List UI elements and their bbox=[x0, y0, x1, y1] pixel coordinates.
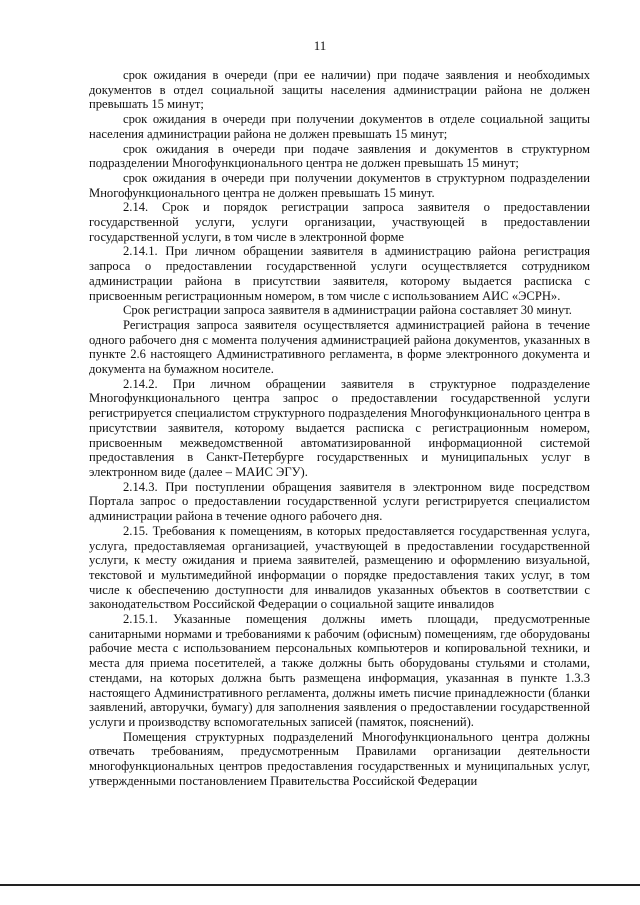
paragraph: 2.15.1. Указанные помещения должны иметь площади, предусмотренные санитарными нормами и требованиями к рабочим (офисным) помещениям, где оборудованы рабочие места с использованием персональных компьютеров и копировальной техники, и места для приема посетителей, а также должны быть оборудованы стульями и столами, стендами, на которых должна быть размещена информация, указанная в пункте 1.3.3 настоящего Административного регламента, должны иметь писчие принадлежности (бланки заявлений, авторучки, бумагу) для заполнения заявления о предоставлении государственной услуги и производству вспомогательных записей (памяток, пояснений). bbox=[89, 612, 590, 729]
paragraph: Срок регистрации запроса заявителя в администрации района составляет 30 минут. bbox=[123, 303, 572, 318]
paragraph: 2.14.2. При личном обращении заявителя в структурное подразделение Многофункционального центра запрос о предоставлении государственной услуги регистрируется специалистом структурного подразделения Многофункционального центра в присутствии заявителя, которому выдается расписка с регистрационным номером, присвоенным межведомственной автоматизированной информационной системой предоставления в Санкт-Петербурге государственных и муниципальных услуг в электронном виде (далее – МАИС ЭГУ). bbox=[89, 376, 590, 479]
document-body bbox=[89, 68, 590, 788]
paragraph: Регистрация запроса заявителя осуществляется администрацией района в течение одного рабочего дня с момента получения администрацией района документов, указанных в пункте 2.6 настоящего Административного регламента, в форме электронного документа и документа на бумажном носителе. bbox=[89, 317, 590, 377]
paragraph: Помещения структурных подразделений Многофункционального центра должны отвечать требованиям, предусмотренным Правилами организации деятельности многофункциональных центров предоставления государственных и муниципальных услуг, утвержденными постановлением Правительства Российской Федерации bbox=[89, 729, 590, 788]
page-number: 11 bbox=[313, 38, 327, 53]
section-heading-2-14: 2.14. Срок и порядок регистрации запроса заявителя о предоставлении государственной услуги, услуги организации, участвующей в предоставлении государственной услуги, в том числе в электронной форме bbox=[89, 200, 590, 244]
paragraph: 2.14.1. При личном обращении заявителя в администрацию района регистрация запроса о предоставлении государственной услуги осуществляется сотрудником администрации района в присутствии заявителя, которому выдается расписка с присвоенным регистрационным номером, в том числе с использованием АИС «ЭСРН». bbox=[89, 244, 590, 303]
section-heading-2-15: 2.15. Требования к помещениям, в которых предоставляется государственная услуга, услуга, предоставляемая организацией, участвующей в предоставлении государственной услуги, к месту ожидания и приема заявителей, размещению и оформлению визуальной, текстовой и мультимедийной информации о порядке предоставления таких услуг, в том числе к обеспечению доступности для инвалидов указанных объектов в соответствии с законодательством Российской Федерации о социальной защите инвалидов bbox=[89, 523, 590, 612]
paragraph: срок ожидания в очереди (при ее наличии) при подаче заявления и необходимых документов в отдел социальной защиты населения администрации района не должен превышать 15 минут; bbox=[89, 68, 590, 112]
paragraph: срок ожидания в очереди при подаче заявления и документов в структурном подразделении Многофункционального центра не должен превышать 15 минут; bbox=[89, 141, 590, 171]
bottom-scan-border bbox=[0, 884, 640, 886]
paragraph: 2.14.3. При поступлении обращения заявителя в электронном виде посредством Портала запрос о предоставлении государственной услуги регистрируется специалистом администрации района в течение одного рабочего дня. bbox=[89, 479, 590, 524]
paragraph: срок ожидания в очереди при получении документов в отделе социальной защиты населения администрации района не должен превышать 15 минут; bbox=[89, 112, 590, 141]
paragraph: срок ожидания в очереди при получении документов в структурном подразделении Многофункционального центра не должен превышать 15 минут. bbox=[89, 170, 590, 200]
